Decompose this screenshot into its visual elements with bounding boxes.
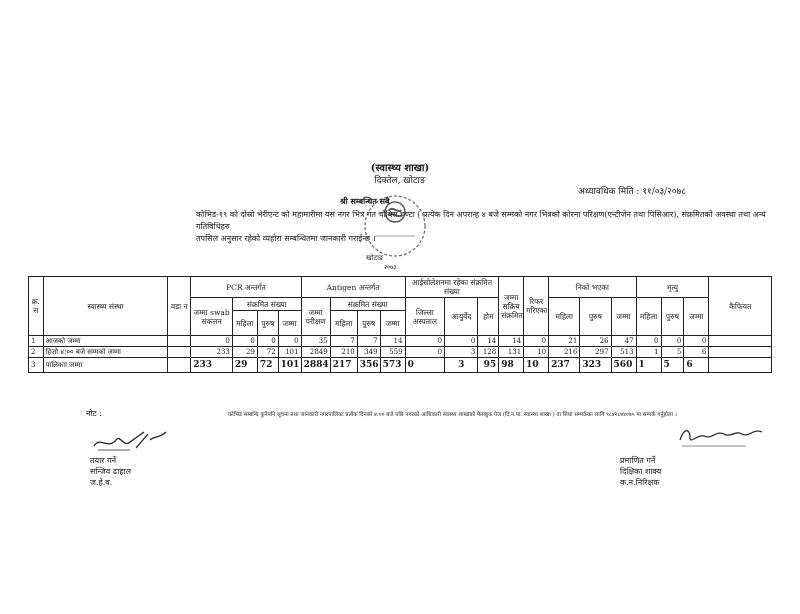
cell-ag-total: 559 — [380, 347, 405, 358]
cell-rec-male: 26 — [580, 336, 611, 347]
header-home: होम — [478, 298, 499, 336]
update-date: अध्यावधिक मिति : ११/०३/२०७८ — [578, 187, 686, 197]
cell-ag-male: 7 — [357, 336, 380, 347]
cell-refer: 10 — [524, 347, 549, 358]
right-signature-icon — [676, 424, 766, 450]
cell-death-female: 1 — [636, 358, 661, 373]
cell-swab: 233 — [191, 358, 233, 373]
header-pcr-female: महिला — [232, 311, 257, 336]
cell-ag-male: 356 — [357, 358, 380, 373]
header-pcr-infected: संक्रमित संख्या — [232, 298, 301, 311]
cell-active: 14 — [499, 336, 524, 347]
header-ag-total: जम्मा — [380, 311, 405, 336]
header-d-total: जम्मा — [684, 298, 709, 336]
left-sign-title: ज.हे.व. — [90, 478, 113, 487]
cell-iso-district: 0 — [405, 336, 445, 347]
cell-ward — [168, 358, 191, 373]
cell-iso-district: 0 — [405, 358, 445, 373]
intro-paragraph — [196, 209, 776, 245]
right-sign-name: दिक्षिका शाक्य — [620, 467, 662, 476]
cell-pcr-female: 0 — [232, 336, 257, 347]
cell-pcr-male: 72 — [257, 347, 278, 358]
cell-ag-female: 210 — [330, 347, 357, 358]
stamp-code: २०७३ — [384, 264, 397, 271]
cell-death-male: 5 — [661, 358, 684, 373]
cell-rec-male: 323 — [580, 358, 611, 373]
header-rec-total: जम्मा — [611, 298, 636, 336]
note-label: नोट : — [86, 409, 102, 418]
header-recovered: निको भएका — [549, 277, 636, 298]
cell-ward — [168, 347, 191, 358]
cell-ag-total: 573 — [380, 358, 405, 373]
cell-pcr-male: 0 — [257, 336, 278, 347]
left-sign-role: तयार गर्ने — [90, 456, 117, 465]
table-row — [29, 347, 772, 358]
header-rec-male: पुरुष — [580, 298, 611, 336]
cell-ag-female: 217 — [330, 358, 357, 373]
cell-ag-female: 7 — [330, 336, 357, 347]
cell-pcr-total: 0 — [278, 336, 301, 347]
cell-active: 131 — [499, 347, 524, 358]
header-d-female: महिला — [636, 298, 661, 336]
header-active: जम्मा सक्रिय संक्रमित — [499, 277, 524, 336]
left-sign-name: सन्जिव ढाहाल — [90, 467, 132, 476]
cell-ag-male: 349 — [357, 347, 380, 358]
cell-death-total: 6 — [684, 347, 709, 358]
header-ward: वडा न — [168, 277, 191, 336]
office-title: (स्वास्थ्य शाखा) — [370, 163, 430, 174]
cell-label: आजको जम्मा — [43, 336, 168, 347]
cell-active: 98 — [499, 358, 524, 373]
header-d-male: पुरुष — [661, 298, 684, 336]
cell-remarks — [709, 358, 772, 373]
cell-ward — [168, 336, 191, 347]
cell-iso-home: 14 — [478, 336, 499, 347]
header-ag-infected: संक्रमित संख्या — [330, 298, 405, 311]
table-header-row-1 — [29, 277, 772, 298]
header-death: मृत्यु — [636, 277, 709, 298]
header-ag-female: महिला — [330, 311, 357, 336]
right-sign-role: प्रमाणित गर्ने — [620, 456, 656, 465]
header-isolation: आईसोलेशनमा रहेका संक्रमित संख्या — [405, 277, 499, 298]
cell-iso-ayurveda: 0 — [445, 336, 478, 347]
table-row-total — [29, 358, 772, 373]
cell-pcr-female: 29 — [232, 358, 257, 373]
header-pcr-male: पुरुष — [257, 311, 278, 336]
header-pcr: PCR अन्तर्गत — [191, 277, 301, 298]
cell-rec-total: 513 — [611, 347, 636, 358]
cell-sn: 1 — [29, 336, 44, 347]
cell-rec-female: 216 — [549, 347, 580, 358]
cell-label: पालिकाा जम्मा — [43, 358, 168, 373]
cell-ag-total: 14 — [380, 336, 405, 347]
header-ayurveda: आयुर्वेद — [445, 298, 478, 336]
cell-ag-tests: 2884 — [301, 358, 330, 373]
cell-rec-total: 560 — [611, 358, 636, 373]
table-row — [29, 336, 772, 347]
header-refer: रिफर गरिएका — [524, 277, 549, 336]
cell-ag-tests: 35 — [301, 336, 330, 347]
header-district-hospital: जिल्ला अस्पताल — [405, 298, 445, 336]
cell-rec-female: 21 — [549, 336, 580, 347]
cell-rec-total: 47 — [611, 336, 636, 347]
cell-refer: 0 — [524, 336, 549, 347]
stamp-place: खोटाङ — [366, 254, 384, 262]
cell-rec-female: 237 — [549, 358, 580, 373]
header-antigen: Antigen अन्तर्गत — [301, 277, 405, 298]
cell-refer: 10 — [524, 358, 549, 373]
left-signature-icon — [90, 428, 170, 456]
cell-remarks — [709, 347, 772, 358]
intro-line-1: कोभिड-१९ को दोस्रो भेरीएन्ट को महामारीमा यस नगर भित्र गत चौबिस घण्टा ( प्रत्येक दिन अपरान्ह ४ बजे सम्मको नगर भित्रको कोरना परिक्षण(एन्टीजेन तथा पिसिआर), संक्रमितको अवस्था तथा अन्य गतिविधिहरु — [196, 210, 766, 231]
cell-pcr-total: 101 — [278, 358, 301, 373]
cell-death-male: 0 — [661, 336, 684, 347]
note-text: कोभिड सम्बन्धि कुनैपनि सूचना तथा जानकारी नगरपालिका प्रत्येक दिनको ४:०० बजे पछि नगरको आधिकारी स्वास्थ्य शाखाको फेसबुक पेज (दि.न.पा. स्वास्थ्य शाखा ) वा सिधा सम्पर्कका लागि ९८४२८४४०७५ मा सम्पर्क गर्नुहोला । — [228, 412, 677, 418]
header-pcr-total: जम्मा — [278, 311, 301, 336]
header-rec-female: महिला — [549, 298, 580, 336]
header-ag-male: पुरुष — [357, 311, 380, 336]
cell-pcr-female: 29 — [232, 347, 257, 358]
cell-death-female: 1 — [636, 347, 661, 358]
header-swab: जम्मा swab संकलन — [191, 298, 233, 336]
cell-sn: 3 — [29, 358, 44, 373]
cell-sn: 2 — [29, 347, 44, 358]
cell-death-male: 5 — [661, 347, 684, 358]
header-institution: स्वास्थ्य संस्था — [43, 277, 168, 336]
cell-iso-district: 0 — [405, 347, 445, 358]
cell-death-total: 0 — [684, 336, 709, 347]
header-ag-tests: जम्मा परीक्षण — [301, 298, 330, 336]
cell-pcr-total: 101 — [278, 347, 301, 358]
cell-iso-ayurveda: 3 — [445, 347, 478, 358]
cell-swab: 0 — [191, 336, 233, 347]
covid-status-table — [28, 276, 772, 373]
cell-ag-tests: 2849 — [301, 347, 330, 358]
cell-swab: 233 — [191, 347, 233, 358]
cell-rec-male: 297 — [580, 347, 611, 358]
header-sn: क्र. स — [29, 277, 44, 336]
right-sign-title: क.न.निरिक्षक — [620, 478, 660, 487]
intro-line-2: तपसिल अनुसार रहेको व्यहोरा सम्बन्धितमा जानकारी गराईन्छ । — [196, 234, 376, 243]
cell-iso-home: 95 — [478, 358, 499, 373]
cell-label: हिजो ४:०० बजे सम्मको जम्मा — [43, 347, 168, 358]
header-remarks: कैफियत — [709, 277, 772, 336]
cell-iso-home: 128 — [478, 347, 499, 358]
cell-remarks — [709, 336, 772, 347]
office-place: दिक्तेल, खोटाङ — [374, 176, 426, 186]
cell-pcr-male: 72 — [257, 358, 278, 373]
addressee: श्री सम्बन्धित सबै — [340, 196, 390, 206]
cell-iso-ayurveda: 3 — [445, 358, 478, 373]
cell-death-female: 0 — [636, 336, 661, 347]
cell-death-total: 6 — [684, 358, 709, 373]
